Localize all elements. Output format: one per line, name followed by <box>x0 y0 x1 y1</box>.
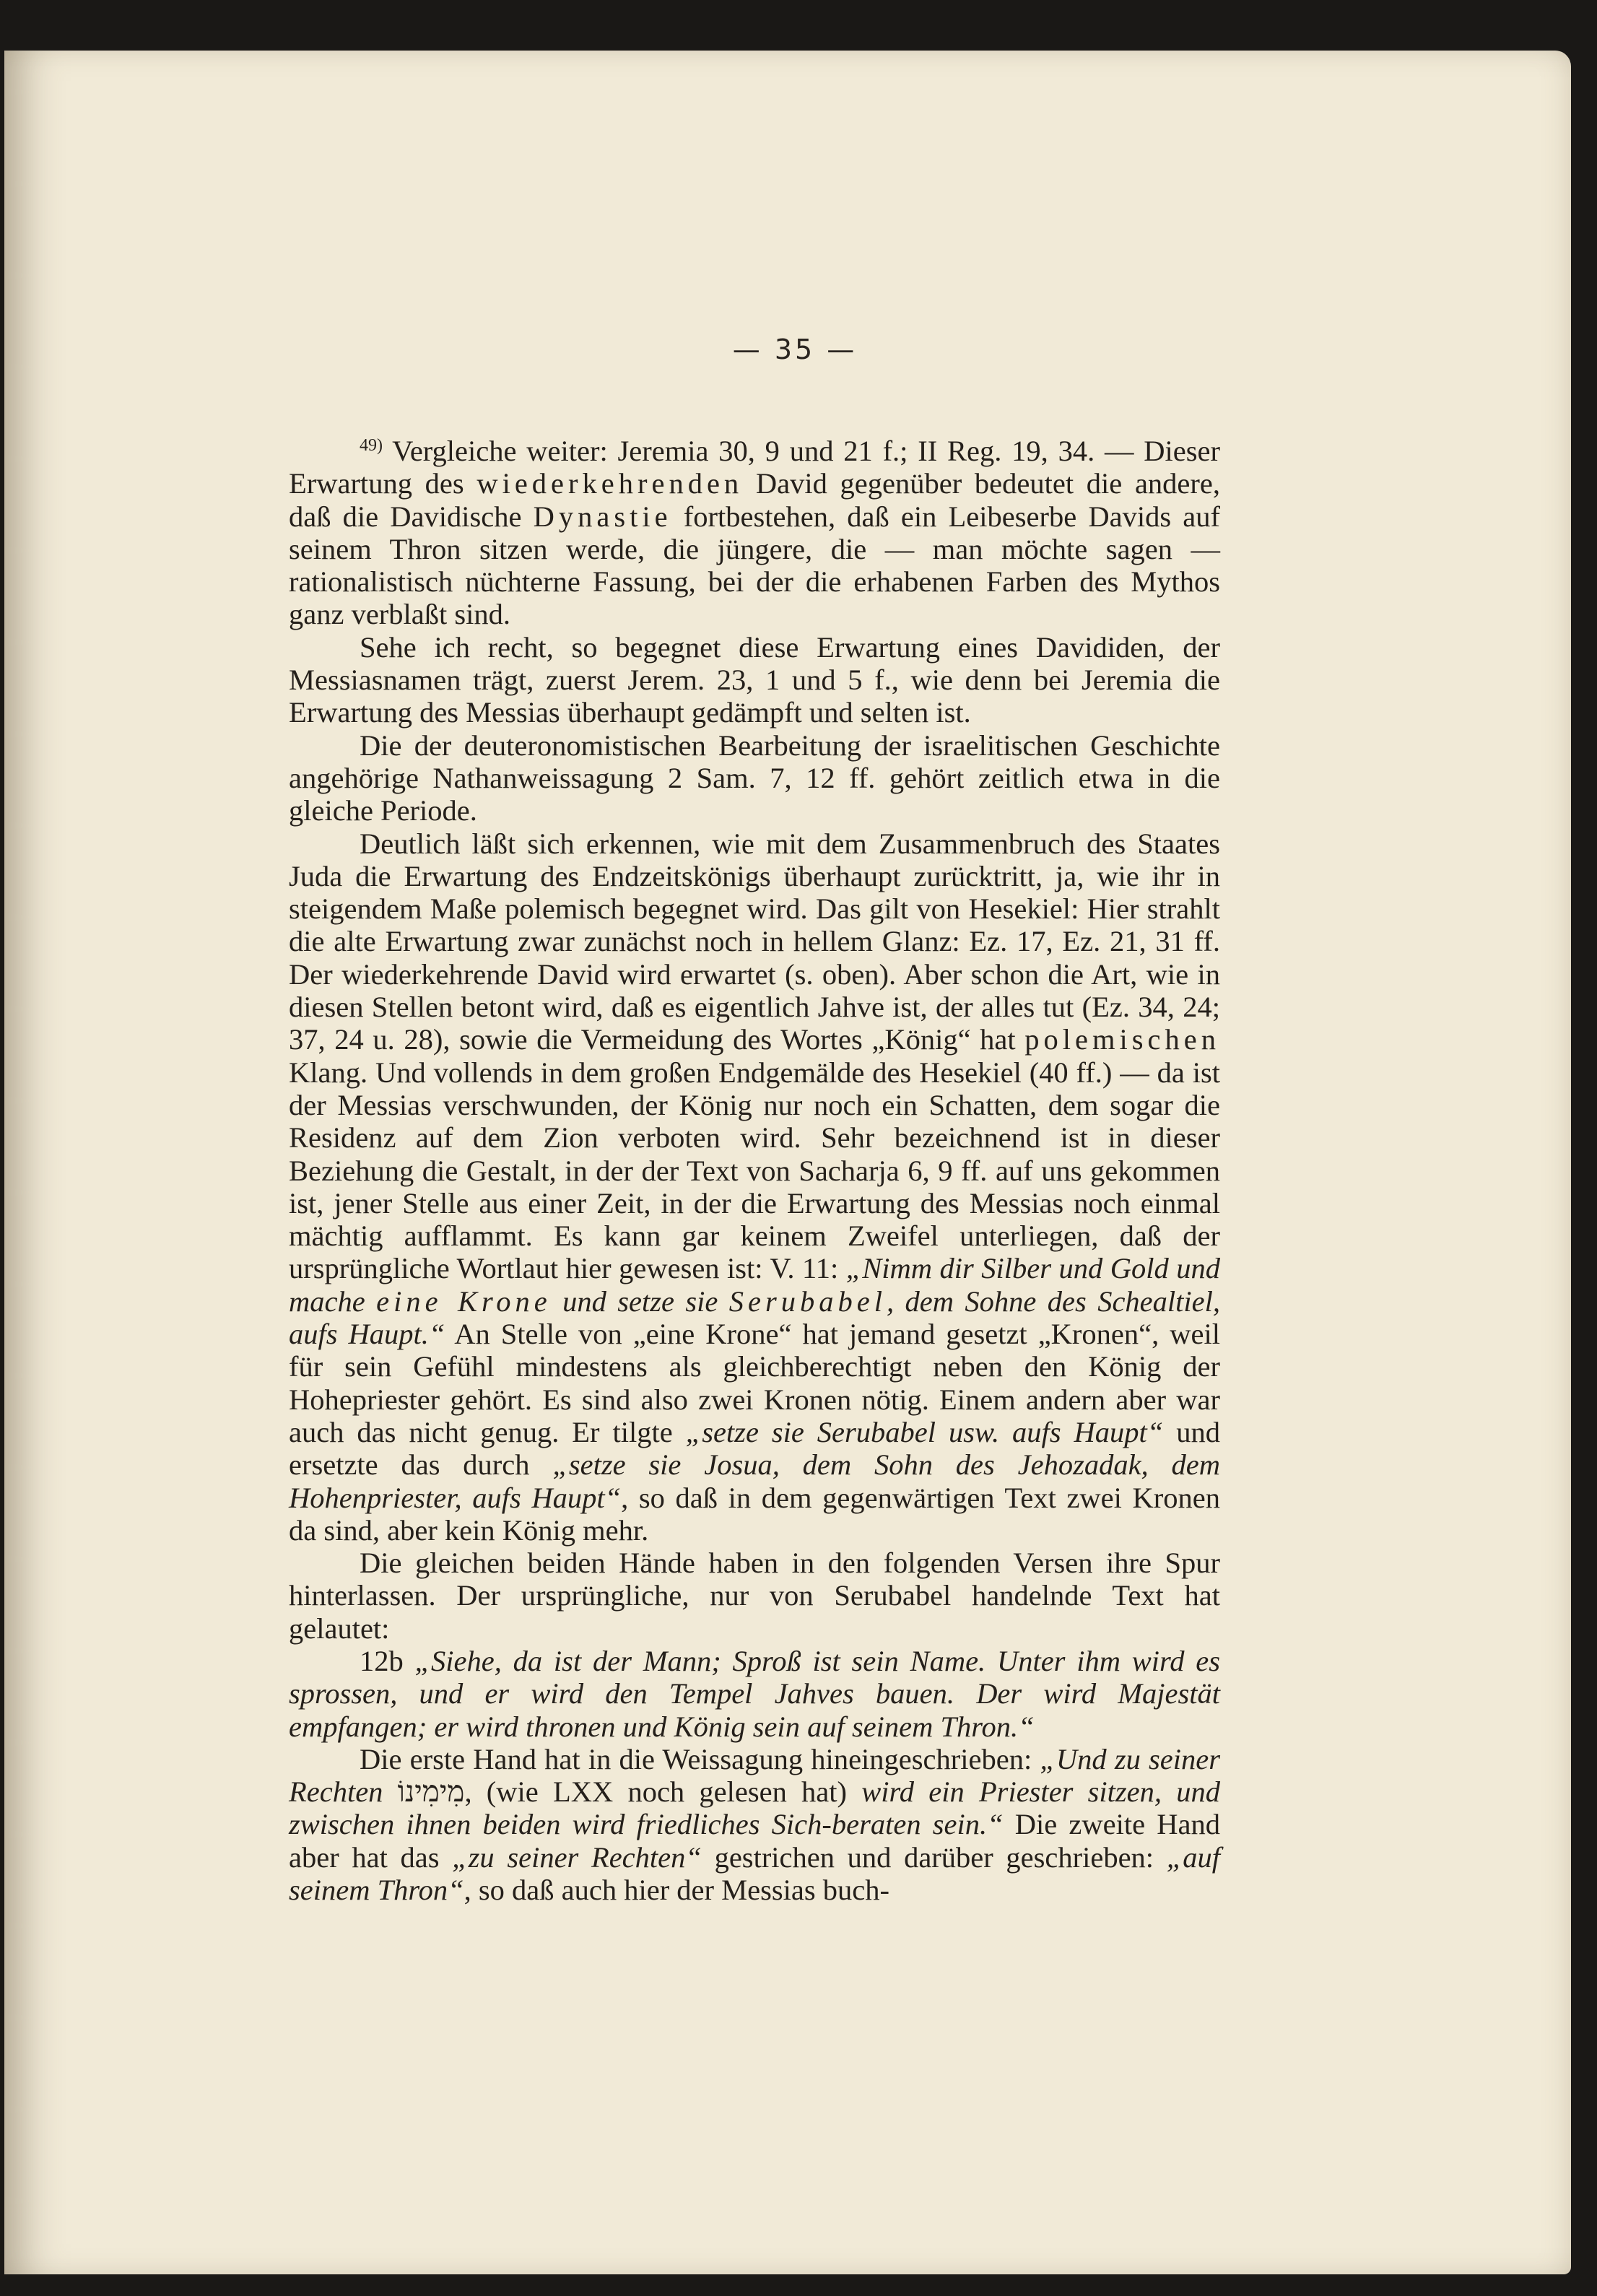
text-run: Vergleiche weiter: Jeremia 30, 9 und 21 f.; II Reg. 19, 34. — Dieser Erwartung des <box>289 435 1220 500</box>
paragraph <box>289 631 1220 729</box>
book-page <box>4 51 1571 2274</box>
text-run: מִימִינוֹ, (wie LXX noch gelesen hat) <box>383 1775 862 1809</box>
text-run: , so daß in dem gegenwärtigen Text zwei Kronen da sind, aber kein König mehr. <box>289 1481 1220 1547</box>
text-run: Die gleichen beiden Hände haben in den folgenden Versen ihre Spur hinterlassen. Der ursprüngliche, nur von Serubabel handelnde Text hat gelautet: <box>289 1547 1220 1645</box>
text-run-it-sp: eine Krone <box>376 1284 552 1318</box>
paragraph <box>289 1743 1220 1906</box>
body-text <box>289 430 1220 1906</box>
paragraph <box>289 1547 1220 1645</box>
text-run: Sehe ich recht, so begegnet diese Erwartung eines Davididen, der Messiasnamen trägt, zuerst Jerem. 23, 1 und 5 f., wie denn bei Jeremia die Erwartung des Messias überhaupt gedämpft und selten ist. <box>289 630 1220 729</box>
text-run-it: , dem Sohne des Schealtiel, aufs Haupt.“ <box>289 1284 1221 1351</box>
text-run-sp: Dynastie <box>533 500 672 533</box>
text-run-it: „setze sie Serubabel usw. aufs Haupt“ <box>685 1415 1164 1448</box>
text-run: 12b <box>360 1644 415 1677</box>
text-run: Klang. Und vollends in dem großen Endgemälde des Hesekiel (40 ff.) — da ist der Messias verschwunden, der König nur noch ein Schatten, dem sogar die Residenz auf dem Zion verboten wird. Sehr bezeichnend ist in dieser Beziehung die Gestalt, in der der Text von Sacharja 6, 9 ff. auf uns gekommen ist, jener Stelle aus einer Zeit, in der die Erwartung des Messias noch einmal mächtig aufflammt. Es kann gar keinem Zweifel unterliegen, daß der ursprüngliche Wortlaut hier gewesen ist: V. 11: <box>289 1056 1220 1285</box>
text-run-it: und setze sie <box>551 1284 729 1318</box>
text-run-it: wird ein Priester sitzen, und zwischen ihnen beiden wird friedliches Sich-beraten sein.“ <box>289 1775 1220 1841</box>
footnote-marker: 49) <box>360 436 383 455</box>
text-run: gestrichen und darüber geschrieben: <box>701 1840 1167 1874</box>
text-run-it: „Siehe, da ist der Mann; Sproß ist sein Name. Unter ihm wird es sprossen, und er wird den Tempel Jahves bauen. Der wird Majestät empfangen; er wird thronen und König sein auf seinem Thron.“ <box>289 1644 1221 1743</box>
text-run: Die erste Hand hat in die Weissagung hineingeschrieben: <box>360 1742 1040 1775</box>
text-run-sp: wiederkehrenden <box>477 467 744 500</box>
text-run: David gegenüber bedeutet die andere, daß die Davidische <box>289 467 1220 533</box>
footnote-paragraph <box>289 430 1220 631</box>
verse-quote <box>289 1645 1220 1743</box>
text-run: An Stelle von „eine Krone“ hat jemand gesetzt „Kronen“, weil für sein Gefühl mindestens als gleichberechtigt neben den König der Hohepriester gehört. Es sind also zwei Kronen nötig. Einem andern aber war auch das nicht genug. Er tilgte <box>289 1318 1220 1448</box>
text-run-it: „Nimm dir Silber und Gold und mache <box>289 1252 1221 1318</box>
text-run: fortbestehen, daß ein Leibeserbe Davids auf seinem Thron sitzen werde, die jüngere, die — man möchte sagen — rationalistisch nüchterne Fassung, bei der die erhabenen Farben des Mythos ganz verblaßt sind. <box>289 500 1220 631</box>
text-run: Die der deuteronomistischen Bearbeitung der israelitischen Geschichte angehörige Nathanweissagung 2 Sam. 7, 12 ff. gehört zeitlich etwa in die gleiche Periode. <box>289 729 1220 827</box>
text-run: Deutlich läßt sich erkennen, wie mit dem Zusammenbruch des Staates Juda die Erwartung des Endzeitskönigs überhaupt zurücktritt, ja, wie ihr in steigendem Maße polemisch begegnet wird. Das gilt von Hesekiel: Hier strahlt die alte Erwartung zwar zunächst noch in hellem Glanz: Ez. 17, Ez. 21, 31 ff. Der wiederkehrende David wird erwartet (s. oben). Aber schon die Art, wie in diesen Stellen betont wird, daß es eigentlich Jahve ist, der alles tut (Ez. 34, 24; 37, 24 u. 28), sowie die Vermeidung des Wortes „König“ hat <box>289 827 1220 1056</box>
text-run-sp: polemischen <box>1024 1023 1220 1056</box>
text-run-it-sp: Serubabel <box>728 1284 887 1318</box>
text-run-it: „zu seiner Rechten“ <box>452 1840 702 1874</box>
page-number: — 35 — <box>732 334 858 365</box>
text-run: Die zweite Hand aber hat das <box>289 1808 1220 1874</box>
text-run: , so daß auch hier der Messias buch- <box>464 1874 889 1907</box>
paragraph <box>289 729 1220 827</box>
text-run-it: „auf seinem Thron“ <box>289 1840 1221 1907</box>
paragraph <box>289 827 1220 1547</box>
text-run-it: „setze sie Josua, dem Sohn des Jehozadak, dem Hohenpriester, aufs Haupt“ <box>289 1448 1220 1514</box>
text-run-it: „Und zu seiner Rechten <box>289 1742 1220 1809</box>
text-run: und ersetzte das durch <box>289 1415 1220 1482</box>
